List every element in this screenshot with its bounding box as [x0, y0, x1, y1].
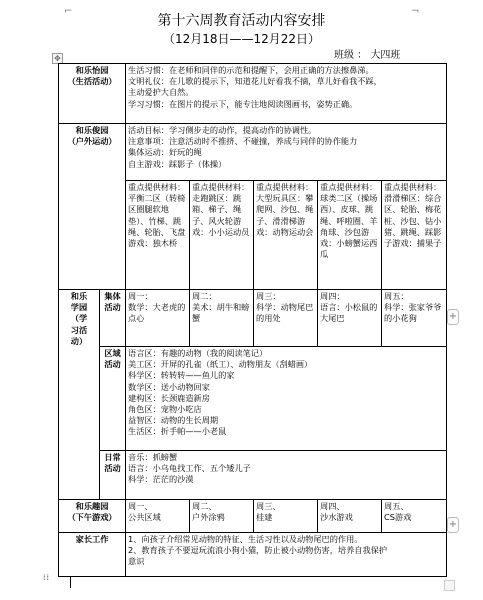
row-life-activity [59, 64, 447, 124]
document-title: 第十六周教育活动内容安排 [157, 13, 326, 29]
label-parent-work: 家长工作 [59, 533, 126, 577]
outdoor-materials-thursday: 重点提供材料：球类二区（操场西）、皮球、跳绳、呼啦圈、羊角球、沙包游戏：小螃蟹运西瓜 [318, 181, 382, 290]
label-study-activity: 和乐 学园 （学 习活 动） [59, 290, 100, 500]
outdoor-line: 活动目标：学习侧步走的动作，提高动作的协调性。 [128, 125, 317, 135]
daily-line: 音乐：抓螃蟹 [128, 452, 178, 462]
area-line: 益智区：动物的生长周期 [128, 415, 219, 426]
text-cursor [70, 577, 71, 588]
class-label: 班级 ： 大四班 [334, 50, 401, 61]
table-resize-handle[interactable] [444, 580, 455, 591]
collective-wednesday: 周三： 科学：动物尾巴的用处 [254, 290, 318, 347]
games-thursday: 周四、 沙水游戏 [318, 500, 382, 533]
table-move-handle[interactable]: ✥ [52, 53, 63, 64]
parent-work-content [126, 533, 447, 577]
outdoor-line: 注意事项：注意活动时不推挤、不碰撞，养成与同伴的协作能力 [128, 136, 358, 147]
games-friday: 周五、 CS游戏 [382, 500, 447, 533]
life-line: 文明礼仪：在儿歌的提示下，知道花儿好看我不摘，草儿好看我不踩， [128, 76, 382, 87]
corner-mark: ¬ [411, 6, 420, 17]
life-line: 主动爱护大自然。 [128, 87, 194, 98]
games-tuesday: 周二、 户外涂鸦 [190, 500, 254, 533]
parent-line: 意识 [128, 556, 145, 567]
life-line: 学习习惯：在图片的提示下，能专注地阅读图画书，姿势正确。 [128, 98, 358, 109]
label-collective-activity: 集体 活动 [100, 290, 126, 347]
life-activity-content [126, 64, 447, 124]
area-line: 角色区：宠物小吃店 [128, 404, 202, 415]
daily-activity-content [126, 451, 447, 500]
label-area-activity: 区域 活动 [100, 347, 126, 451]
row-outdoor-goals [59, 124, 447, 181]
row-collective-activity [59, 290, 447, 347]
corner-mark: ⌐ [64, 6, 73, 17]
parent-line: 1、向孩子介绍常见动物的特征、生活习性以及动物尾巴的作用。 [128, 534, 363, 544]
collective-thursday: 周四： 语言：小松鼠的大尾巴 [318, 290, 382, 347]
schedule-table [58, 63, 447, 577]
area-line: 数学区：送小动物回家 [128, 381, 210, 392]
collective-tuesday: 周二： 美术：胡牛和螃蟹 [190, 290, 254, 347]
area-line: 建构区：长颈鹿造新房 [128, 392, 210, 403]
area-line: 美工区：开屏的孔雀（纸工）、动物朋友（刮蜡画） [128, 359, 313, 370]
document-subtitle: （12月18日——12月22日） [162, 32, 321, 46]
row-afternoon-games [59, 500, 447, 533]
outdoor-materials-friday: 重点提供材料：滑滑梯区：综合区、轮胎、梅花桩、沙包、钻小猪、跳绳、踩影子游戏：捕果子 [382, 181, 447, 290]
games-wednesday: 周三、 桂建 [254, 500, 318, 533]
parent-line: 2、教育孩子不要逗玩流浪小狗小猫，防止被小动物伤害，培养自我保护 [128, 545, 388, 556]
outdoor-line: 自主游戏：踩影子（体操） [128, 158, 227, 169]
outdoor-goals [126, 124, 447, 181]
collective-monday: 周一： 数学：大老虎的点心 [126, 290, 190, 347]
area-activity-content [126, 347, 447, 451]
row-drag-handle-icon[interactable]: ⁞⁞ [43, 573, 51, 582]
label-afternoon-games: 和乐趣园 （下午游戏） [59, 500, 126, 533]
outdoor-materials-tuesday: 重点提供材料：走跑跳区：跳箱、梯子、绳子、风火轮游戏：小小运动员 [190, 181, 254, 290]
daily-line: 语言：小乌龟找工作、五个矮儿子 [128, 463, 251, 474]
outdoor-line: 集体运动：好玩的绳 [128, 147, 202, 158]
row-parent-work [59, 533, 447, 577]
area-line: 科学区：转转转——鱼儿的家 [128, 370, 235, 381]
area-line: 生活区：折手帕——小老鼠 [128, 426, 227, 437]
row-area-activity [59, 347, 447, 451]
outdoor-materials-wednesday: 重点提供材料：大型玩具区：攀爬网、沙包、绳子、滑滑梯游戏：动物运动会 [254, 181, 318, 290]
add-column-icon[interactable]: + [447, 309, 459, 325]
outdoor-materials-monday: 重点提供材料：平衡二区（转椅区圈腿软地垫）、竹梯、跳绳、轮胎、飞盘游戏：独木桥 [126, 181, 190, 290]
life-line: 生活习惯：在老师和同伴的示范和提醒下，会用正确的方法擦鼻涕。 [128, 65, 374, 75]
collective-friday: 周五： 科学：张家爷爷的小花狗 [382, 290, 447, 347]
label-outdoor-activity: 和乐俊园 （户外运动） [59, 124, 126, 290]
label-daily-activity: 日常 活动 [100, 451, 126, 500]
label-life-activity: 和乐怡园 （生活活动） [59, 64, 126, 124]
row-daily-activity [59, 451, 447, 500]
daily-line: 科学：茫茫的沙漠 [128, 474, 194, 485]
area-line: 语言区：有趣的动物（我的阅读笔记） [128, 348, 268, 358]
add-column-icon[interactable]: + [447, 517, 459, 533]
games-monday: 周一、 公共区域 [126, 500, 190, 533]
